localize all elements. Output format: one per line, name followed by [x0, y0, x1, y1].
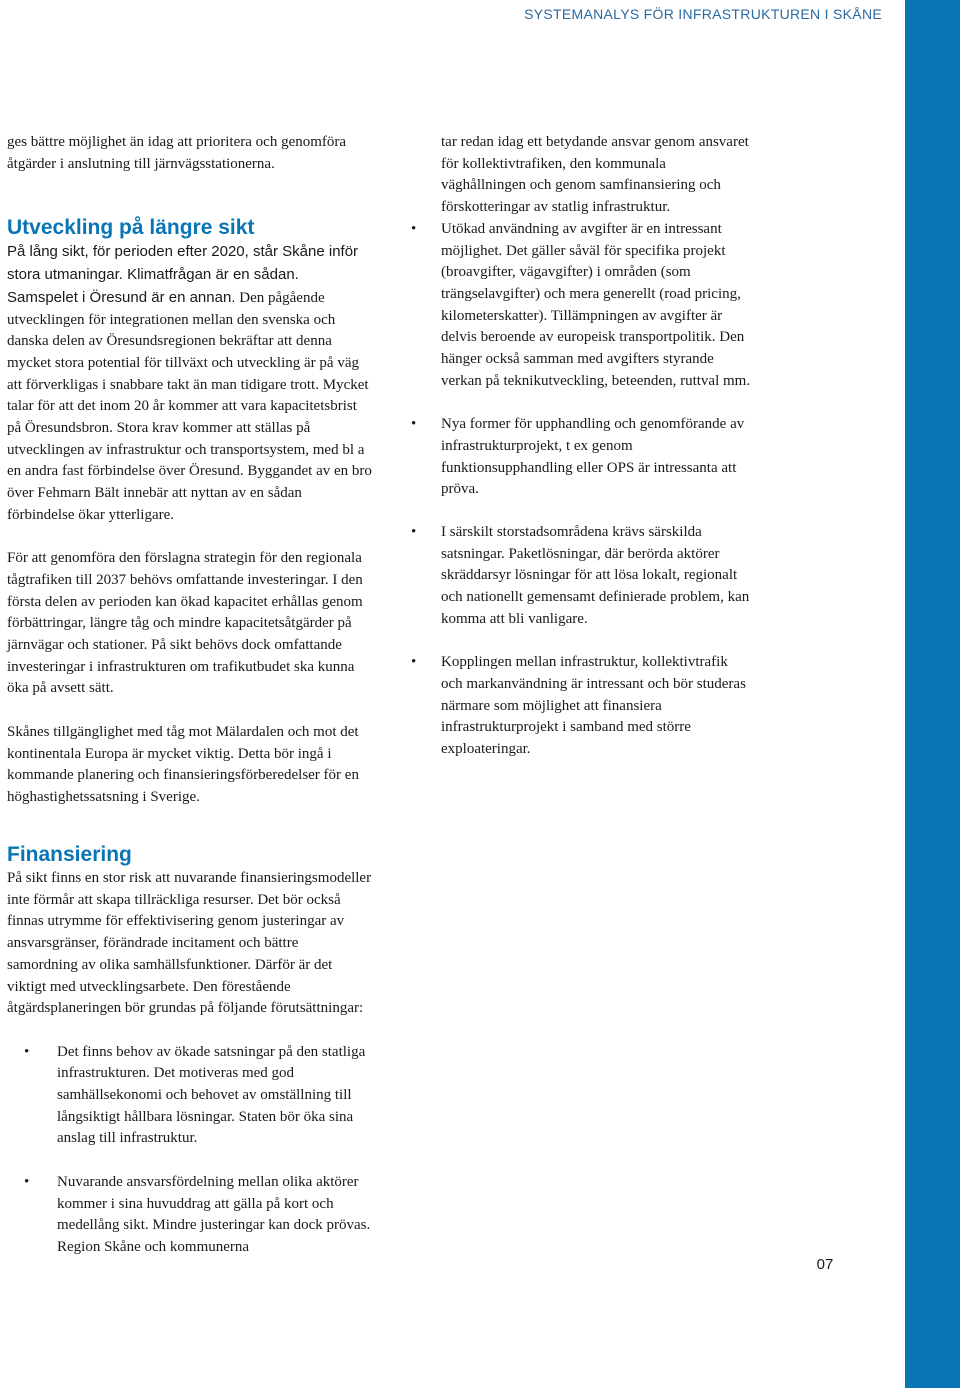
intro-paragraph: ges bättre möjlighet än idag att prioritera och genomföra åtgärder i anslutning till järnvägsstationerna. — [7, 134, 347, 172]
accessibility-paragraph: Skånes tillgänglighet med tåg mot Mälardalen och mot det kontinentala Europa är mycket viktig. Detta bör ingå i kommande planering och finansieringsförberedelser för en höghastighetssatsning i Sverige. — [7, 723, 359, 805]
conditions-bullet-list — [7, 1042, 372, 1259]
financing-paragraph: På sikt finns en stor risk att nuvarande finansieringsmodeller inte förmår att skapa tillräckliga resurser. Det bör också finnas utrymme för effektivisering genom justeringar av ansvarsgränser, förändrade incitament och bättre samordning av olika samhällsfunktioner. Därför är det viktigt med utvecklingsarbete. Den förestående åtgärdsplaneringen bör grundas på följande förutsättningar: — [7, 870, 372, 1017]
bullet-icon: • — [24, 1043, 30, 1060]
left-column — [7, 132, 372, 809]
right-column — [411, 132, 751, 761]
section-heading-finansiering: Finansiering — [7, 843, 132, 866]
long-term-sans-text: På lång sikt, för perioden efter 2020, står Skåne inför stora utmaningar. Klimatfrågan är en sådan. Samspelet i Öresund är en annan. — [7, 243, 359, 306]
financing-section — [7, 842, 372, 1259]
page-number: 07 — [816, 1256, 834, 1273]
section-heading-long-term: Utveckling på längre sikt — [7, 216, 255, 240]
continuation-paragraph: tar redan idag ett betydande ansvar genom ansvaret för kollektivtrafiken, den kommunala väghållningen och genom samfinansiering och förskotteringar av statlig infrastruktur. — [441, 134, 749, 216]
list-item: • Nuvarande ansvarsfördelning mellan olika aktörer kommer i sina huvuddrag att gälla på kort och medellång sikt. Mindre justeringar kan dock prövas. Region Skåne och kommunerna — [24, 1173, 371, 1255]
financing-bullet-list — [411, 219, 751, 761]
bullet-icon: • — [411, 654, 417, 671]
bullet-icon: • — [411, 523, 417, 540]
investment-paragraph: För att genomföra den förslagna strategin för den regionala tågtrafiken till 2037 behövs omfattande investeringar. I den första delen av perioden kan ökad kapacitet erhållas genom förbättringar, längre tåg och mindre kapacitetsåtgärder på järnvägar och stationer. På sikt behövs dock omfattande investeringar i infrastrukturen om trafikutbudet ska kunna öka på avsett sätt. — [7, 550, 363, 697]
long-term-paragraph — [7, 241, 372, 526]
blue-sidebar — [905, 0, 960, 1388]
long-term-serif-text: Den pågående utvecklingen för integrationen mellan den svenska och danska delen av Öresundsregionen bekräftar att denna mycket stora potential för tillväxt och utveckling är på väg att förverkligas i snabbare takt än man tidigare trott. Mycket talar för att det inom 20 år kommer att vara kapacitetsbrist på Öresundsbron. Stora krav kommer att ställas på utvecklingen av infrastruktur och transportsystem, med bl a en andra fast förbindelse över Öresund. Byggandet av en bro över Fehmarn Bält innebär att nyttan av en sådan förbindelse ökar ytterligare. — [7, 289, 372, 523]
list-item: • Det finns behov av ökade satsningar på den statliga infrastrukturen. Det motiveras med god samhällsekonomi och behovet av omställning till långsiktigt hållbara lösningar. Staten bör öka sina anslag till infrastruktur. — [24, 1043, 366, 1147]
list-item: • I särskilt storstadsområdena krävs särskilda satsningar. Paketlösningar, där berörda aktörer skräddarsyr lösningar för att lösa lokalt, regionalt och nationellt gemensamt definierade problem, kan komma att bli vanligare. — [411, 523, 750, 627]
list-item: • Nya former för upphandling och genomförande av infrastrukturprojekt, t ex genom funktionsupphandling eller OPS är intressanta att pröva. — [411, 416, 745, 498]
running-header: SYSTEMANALYS FÖR INFRASTRUKTUREN I SKÅNE — [524, 6, 882, 22]
bullet-icon: • — [24, 1173, 30, 1190]
bullet-icon: • — [411, 220, 417, 237]
list-item: • Utökad användning av avgifter är en intressant möjlighet. Det gäller såväl för specifika projekt (broavgifter, vägavgifter) i områden (som trängselavgifter) och mera generellt (road pricing, kilometerskatter). Tillämpningen av avgifter är delvis beroende av europeisk transportpolitik. Den hänger också samman med avgifters styrande verkan på teknikutveckling, beteenden, ruttval mm. — [411, 220, 751, 389]
list-item: • Kopplingen mellan infrastruktur, kollektivtrafik och markanvändning är intressant och bör studeras närmare som möjlighet att finansiera infrastrukturprojekt i samband med större exploateringar. — [411, 654, 746, 757]
bullet-icon: • — [411, 416, 417, 433]
